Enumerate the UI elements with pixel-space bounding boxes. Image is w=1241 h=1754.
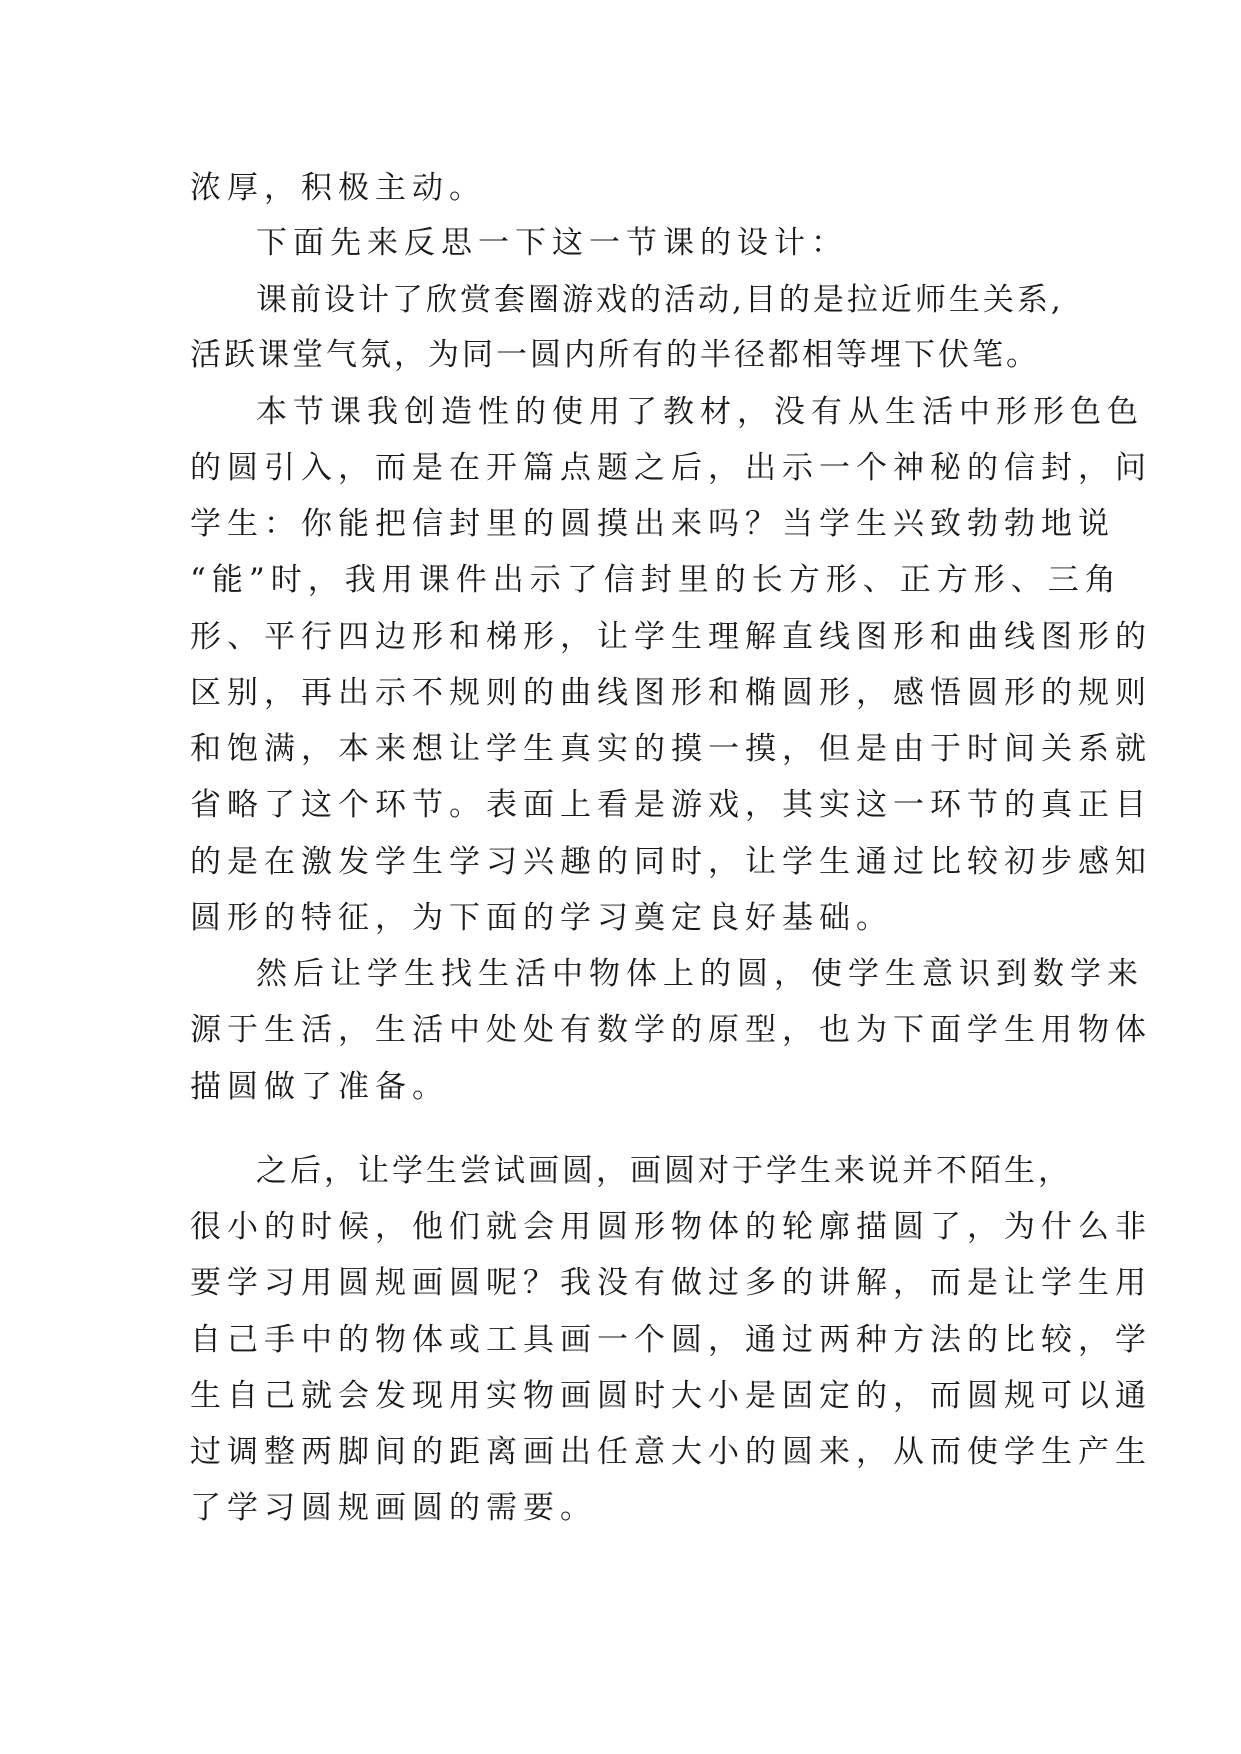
text-line: 圆形的特征，为下面的学习奠定良好基础。 <box>190 900 893 936</box>
text-line: 课前设计了欣赏套圈游戏的活动,目的是拉近师生关系, <box>256 282 1064 318</box>
text-line: 和饱满，本来想让学生真实的摸一摸，但是由于时间关系就 <box>190 731 1152 767</box>
text-line: 本节课我创造性的使用了教材，没有从生活中形形色色 <box>256 394 1144 430</box>
text-line: 过调整两脚间的距离画出任意大小的圆来，从而使学生产生 <box>190 1434 1152 1470</box>
text-line: 要学习用圆规画圆呢？我没有做过多的讲解，而是让学生用 <box>190 1265 1152 1301</box>
text-line: 活跃课堂气氛，为同一圆内所有的半径都相等埋下伏笔。 <box>190 337 1040 373</box>
text-line: 区别，再出示不规则的曲线图形和椭圆形，感悟圆形的规则 <box>190 675 1152 711</box>
text-line: 源于生活，生活中处处有数学的原型，也为下面学生用物体 <box>190 1012 1152 1048</box>
text-line: 了学习圆规画圆的需要。 <box>190 1490 597 1526</box>
text-line: 生自己就会发现用实物画圆时大小是固定的，而圆规可以通 <box>190 1378 1152 1414</box>
text-line: 浓厚，积极主动。 <box>190 170 486 206</box>
text-line: 然后让学生找生活中物体上的圆，使学生意识到数学来 <box>256 956 1144 992</box>
text-line: 描圆做了准备。 <box>190 1069 449 1105</box>
text-line: 的圆引入，而是在开篇点题之后，出示一个神秘的信封，问 <box>190 450 1152 486</box>
text-line: “能”时，我用课件出示了信封里的长方形、正方形、三角 <box>190 562 1122 598</box>
text-line: 之后，让学生尝试画圆，画圆对于学生来说并不陌生， <box>256 1153 1072 1189</box>
text-line: 下面先来反思一下这一节课的设计： <box>256 225 848 261</box>
text-line: 自己手中的物体或工具画一个圆，通过两种方法的比较，学 <box>190 1322 1152 1358</box>
text-line: 很小的时候，他们就会用圆形物体的轮廓描圆了，为什么非 <box>190 1209 1152 1245</box>
text-line: 省略了这个环节。表面上看是游戏，其实这一环节的真正目 <box>190 787 1152 823</box>
text-line: 学生：你能把信封里的圆摸出来吗？当学生兴致勃勃地说 <box>190 506 1115 542</box>
text-line: 的是在激发学生学习兴趣的同时，让学生通过比较初步感知 <box>190 844 1152 880</box>
text-line: 形、平行四边形和梯形，让学生理解直线图形和曲线图形的 <box>190 619 1152 655</box>
